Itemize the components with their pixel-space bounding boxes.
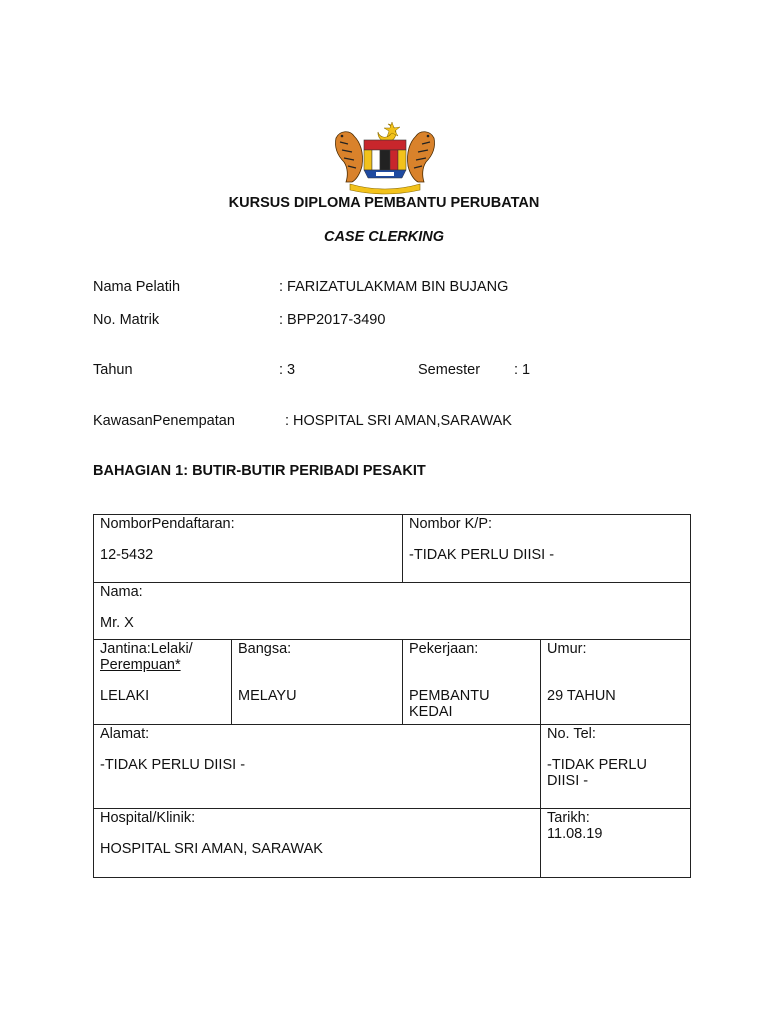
occupation-label: Pekerjaan:	[409, 641, 479, 657]
gender-cell	[94, 640, 232, 725]
document-subtitle: CASE CLERKING	[323, 229, 445, 245]
table-row	[94, 640, 691, 725]
gender-label-line-2: Perempuan*	[100, 657, 181, 673]
semester-value: : 1	[514, 362, 531, 378]
registration-number-label: NomborPendaftaran:	[100, 516, 235, 532]
gender-value: LELAKI	[100, 688, 150, 704]
registration-number-cell	[94, 515, 403, 583]
matric-number-label: No. Matrik	[93, 312, 160, 328]
date-value: 11.08.19	[547, 826, 603, 842]
ic-number-value: -TIDAK PERLU DIISI -	[409, 547, 555, 563]
semester-label: Semester	[418, 362, 481, 378]
ic-number-label: Nombor K/P:	[409, 516, 493, 532]
phone-value-line-2: DIISI -	[547, 773, 589, 789]
patient-details-table	[93, 514, 691, 878]
hospital-cell	[94, 809, 541, 878]
table-row	[94, 809, 691, 878]
patient-name-cell	[94, 583, 691, 640]
hospital-value: HOSPITAL SRI AMAN, SARAWAK	[100, 841, 323, 857]
age-label: Umur:	[547, 641, 587, 657]
date-label: Tarikh:	[547, 810, 590, 826]
table-row	[94, 583, 691, 640]
occupation-cell	[403, 640, 541, 725]
table-row	[94, 725, 691, 809]
section-1-heading: BAHAGIAN 1: BUTIR-BUTIR PERIBADI PESAKIT	[93, 463, 426, 479]
occupation-value-line-1: PEMBANTU	[409, 688, 490, 704]
course-title: KURSUS DIPLOMA PEMBANTU PERUBATAN	[228, 195, 540, 211]
registration-number-value: 12-5432	[100, 547, 154, 563]
address-label: Alamat:	[100, 726, 150, 742]
address-value: -TIDAK PERLU DIISI -	[100, 757, 246, 773]
age-value: 29 TAHUN	[547, 688, 616, 704]
matric-number-value: : BPP2017-3490	[279, 312, 386, 328]
address-cell	[94, 725, 541, 809]
year-value: : 3	[279, 362, 296, 378]
trainee-name-label: Nama Pelatih	[93, 279, 181, 295]
placement-area-label: KawasanPenempatan	[93, 413, 235, 429]
race-value: MELAYU	[238, 688, 297, 704]
phone-cell	[541, 725, 691, 809]
race-label: Bangsa:	[238, 641, 292, 657]
occupation-value-line-2: KEDAI	[409, 704, 453, 720]
patient-name-label: Nama:	[100, 584, 143, 600]
coat-of-arms-icon	[330, 118, 440, 196]
age-cell	[541, 640, 691, 725]
table-row	[94, 515, 691, 583]
year-label: Tahun	[93, 362, 133, 378]
phone-value-line-1: -TIDAK PERLU	[547, 757, 647, 773]
race-cell	[232, 640, 403, 725]
patient-name-value: Mr. X	[100, 615, 134, 631]
ic-number-cell	[403, 515, 691, 583]
hospital-label: Hospital/Klinik:	[100, 810, 196, 826]
trainee-name-value: : FARIZATULAKMAM BIN BUJANG	[279, 279, 509, 295]
gender-label-line-1: Jantina:Lelaki/	[100, 641, 193, 657]
placement-area-value: : HOSPITAL SRI AMAN,SARAWAK	[285, 413, 512, 429]
date-cell	[541, 809, 691, 878]
phone-label: No. Tel:	[547, 726, 596, 742]
